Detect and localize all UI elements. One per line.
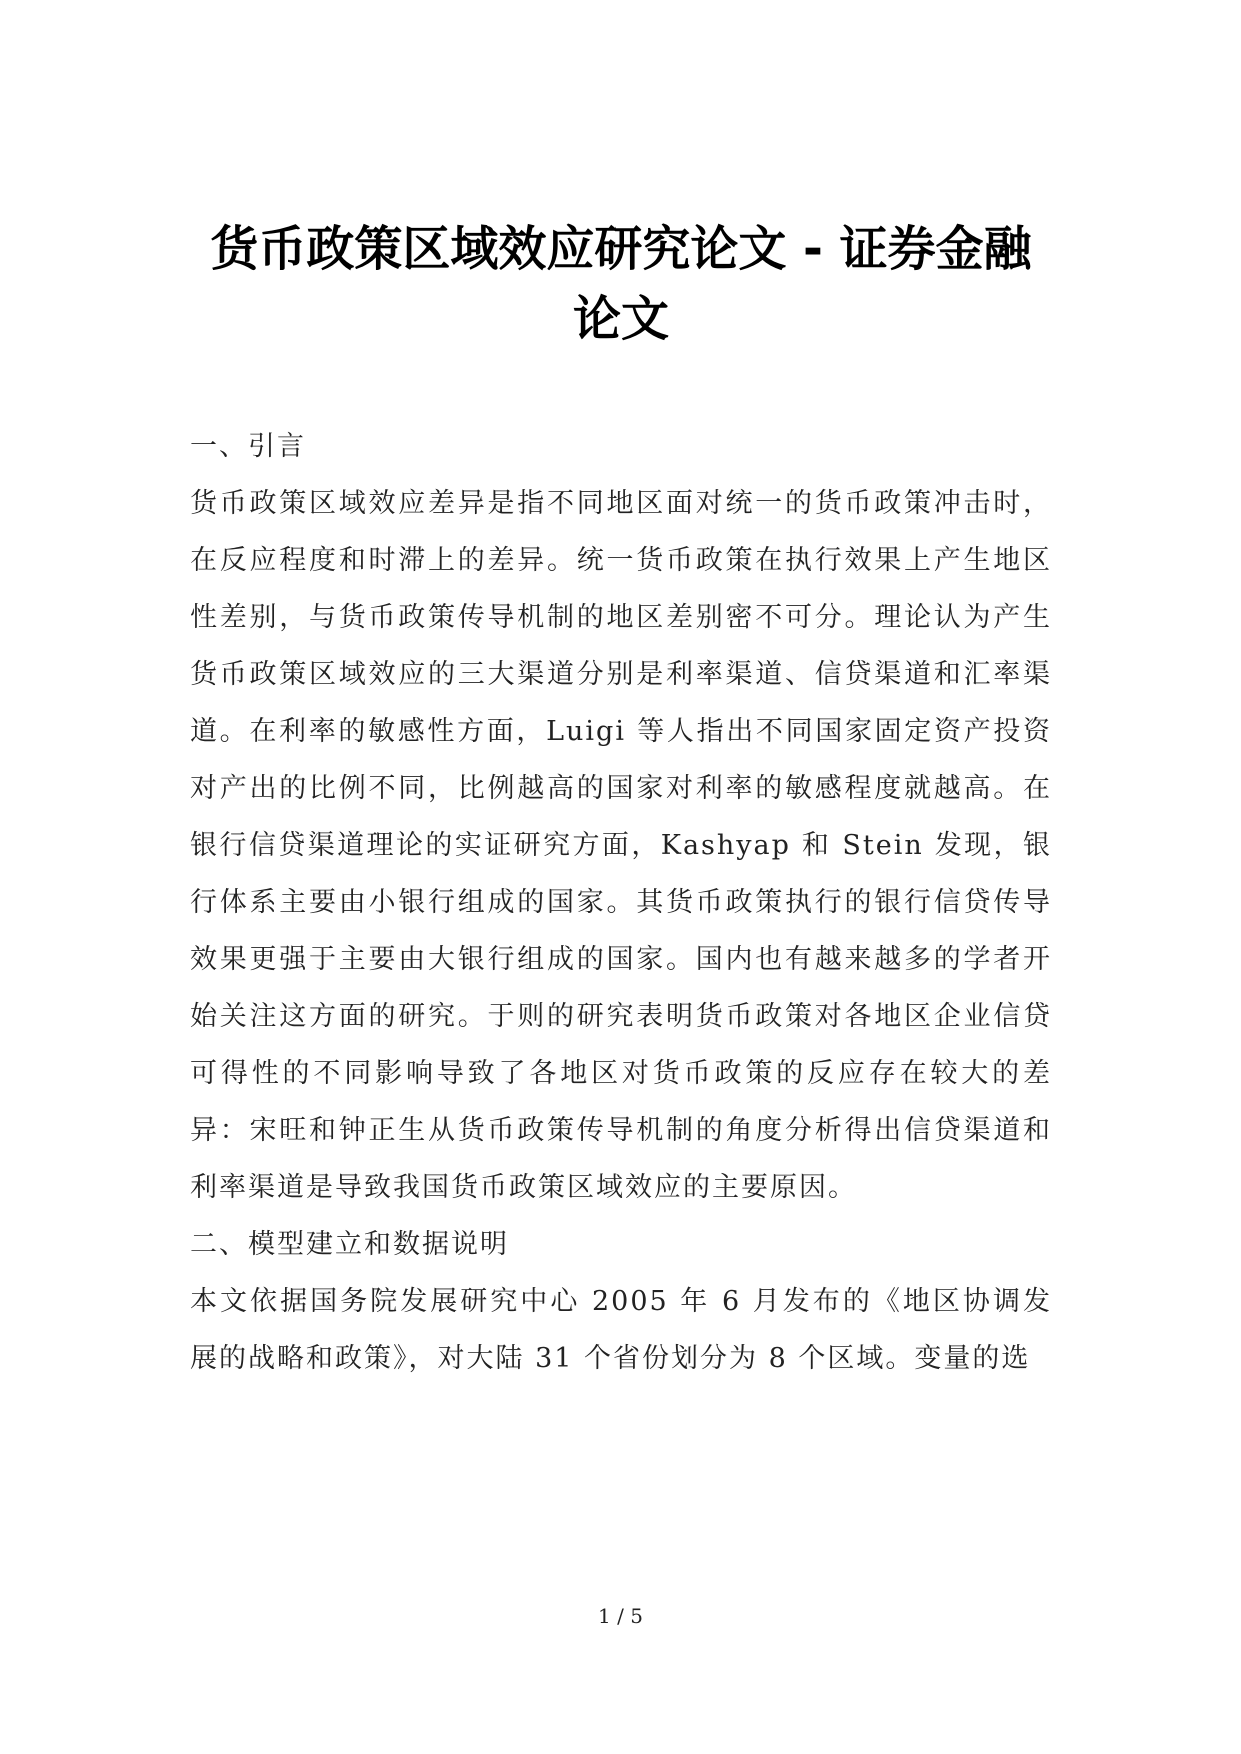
- section-heading-model: 二、模型建立和数据说明: [190, 1229, 509, 1260]
- section-heading-introduction: 一、引言: [190, 431, 306, 462]
- section-paragraph-model: 本文依据国务院发展研究中心 2005 年 6 月发布的《地区协调发展的战略和政策》，对大陆 31 个省份划分为 8 个区域。变量的选: [190, 1286, 1052, 1374]
- section-paragraph-introduction: 货币政策区域效应差异是指不同地区面对统一的货币政策冲击时，在反应程度和时滞上的差异。统一货币政策在执行效果上产生地区性差别，与货币政策传导机制的地区差别密不可分。理论认为产生货币政策区域效应的三大渠道分别是利率渠道、信贷渠道和汇率渠道。在利率的敏感性方面，Luigi 等人指出不同国家固定资产投资对产出的比例不同，比例越高的国家对利率的敏感程度就越高。在银行信贷渠道理论的实证研究方面，Kashyap 和 Stein 发现，银行体系主要由小银行组成的国家。其货币政策执行的银行信贷传导效果更强于主要由大银行组成的国家。国内也有越来越多的学者开始关注这方面的研究。于则的研究表明货币政策对各地区企业信贷可得性的不同影响导致了各地区对货币政策的反应存在较大的差异：宋旺和钟正生从货币政策传导机制的角度分析得出信贷渠道和利率渠道是导致我国货币政策区域效应的主要原因。: [190, 488, 1052, 1203]
- page-number: 1 / 5: [598, 1604, 643, 1628]
- document-body: [190, 418, 1052, 1387]
- document-title: 货币政策区域效应研究论文 - 证券金融论文: [210, 221, 1032, 347]
